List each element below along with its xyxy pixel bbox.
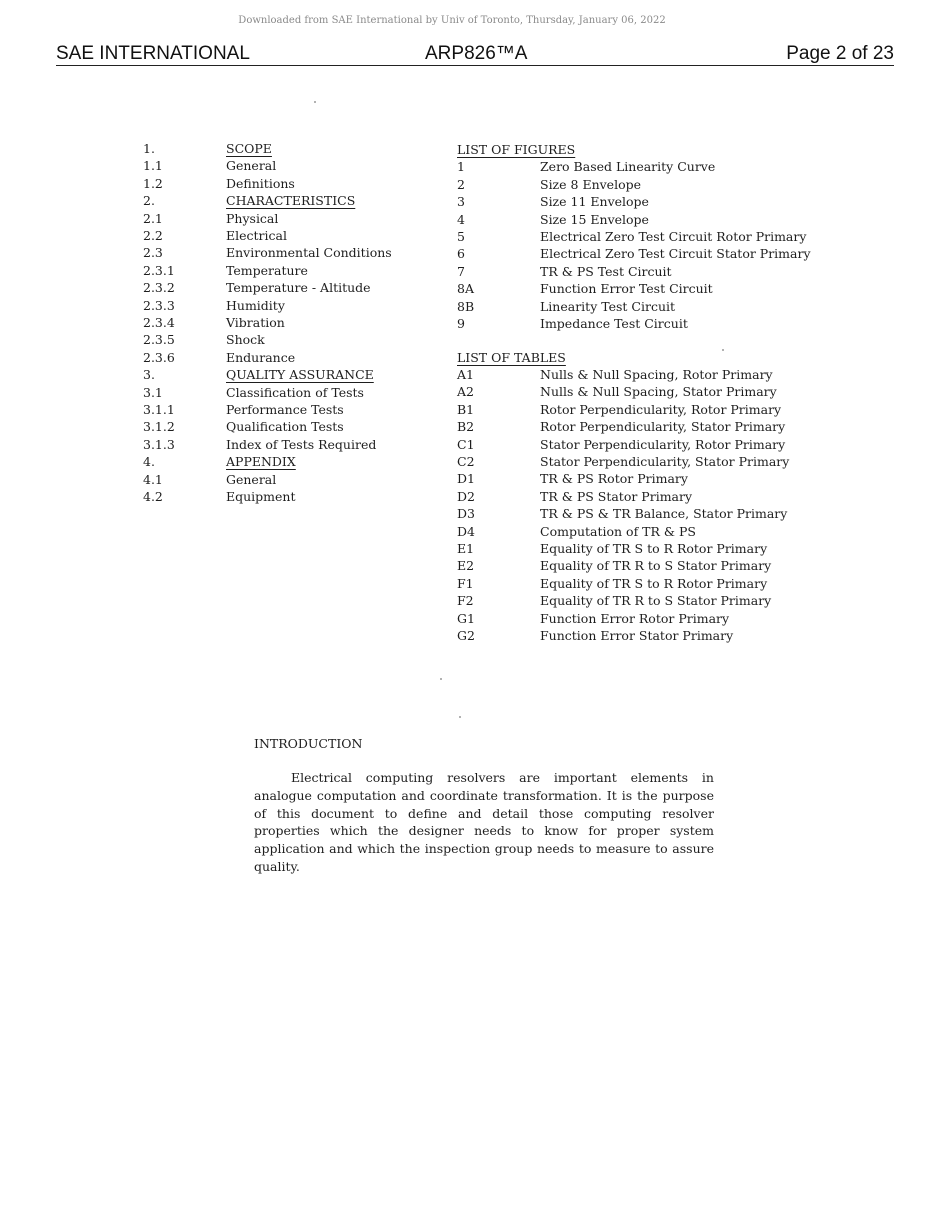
toc-entry-label: Performance Tests bbox=[226, 402, 344, 417]
figure-entry-label: Size 11 Envelope bbox=[540, 194, 649, 210]
table-entry-number: B1 bbox=[457, 401, 475, 417]
table-entry bbox=[457, 383, 897, 400]
toc-entry-label: Electrical bbox=[226, 228, 287, 243]
table-entry bbox=[457, 436, 897, 453]
figure-entry bbox=[457, 158, 897, 175]
table-entry-label: Rotor Perpendicularity, Rotor Primary bbox=[540, 401, 782, 417]
toc-entry-label: General bbox=[226, 158, 277, 174]
scan-speck bbox=[440, 678, 442, 680]
scan-speck bbox=[314, 101, 316, 103]
toc-entry-number: 2.3.1 bbox=[143, 262, 175, 278]
toc-entry bbox=[143, 314, 443, 331]
figure-entry-label: Electrical Zero Test Circuit Rotor Primary bbox=[540, 229, 807, 244]
toc-entry bbox=[143, 140, 443, 157]
toc-entry-number: 4.2 bbox=[143, 489, 163, 504]
toc-entry bbox=[143, 331, 443, 348]
toc-entry-label: General bbox=[226, 471, 277, 487]
table-entry-label: Stator Perpendicularity, Stator Primary bbox=[540, 454, 790, 469]
table-entry-number: F2 bbox=[457, 593, 474, 609]
table-entry-number: C2 bbox=[457, 454, 475, 469]
table-entry bbox=[457, 505, 897, 522]
table-entry-number: A1 bbox=[457, 367, 474, 382]
toc-entry bbox=[143, 279, 443, 296]
table-entry-number: D1 bbox=[457, 471, 475, 487]
figure-entry-number: 9 bbox=[457, 316, 465, 331]
table-entry bbox=[457, 610, 897, 627]
toc-entry bbox=[143, 488, 443, 505]
table-entry-label: TR & PS Stator Primary bbox=[540, 488, 693, 504]
toc-entry-label: Humidity bbox=[226, 297, 285, 313]
toc-entry-label: Classification of Tests bbox=[226, 384, 364, 400]
toc-entry bbox=[143, 157, 443, 174]
toc-entry-number: 2.3.5 bbox=[143, 332, 175, 348]
toc-entry-number: 1.1 bbox=[143, 158, 163, 174]
table-entry-label: Function Error Rotor Primary bbox=[540, 610, 730, 626]
introduction-paragraph: Electrical computing resolvers are important elements in analogue computation and coordinate transformation. It is the purpose of this document to define and detail those computing resolver properties which the designer needs to know for proper system application and which the inspection group needs to measure to assure quality. bbox=[254, 770, 714, 874]
toc-entry-label: Physical bbox=[226, 210, 279, 226]
table-entry-label: TR & PS Rotor Primary bbox=[540, 471, 688, 487]
table-entry bbox=[457, 401, 897, 418]
table-entry-label: Equality of TR S to R Rotor Primary bbox=[540, 541, 768, 556]
toc-entry-number: 3.1.2 bbox=[143, 419, 175, 435]
list-of-tables-heading: LIST OF TABLES bbox=[457, 350, 566, 365]
figure-entry bbox=[457, 211, 897, 228]
toc-entry-number: 3.1.3 bbox=[143, 436, 175, 452]
download-watermark: Downloaded from SAE International by Univ of Toronto, Thursday, January 06, 2022 bbox=[238, 15, 666, 26]
figure-entry-number: 6 bbox=[457, 246, 465, 262]
toc-entry-label: CHARACTERISTICS bbox=[226, 193, 356, 209]
figure-entry bbox=[457, 263, 897, 280]
figure-entry bbox=[457, 280, 897, 297]
figure-entry-label: Function Error Test Circuit bbox=[540, 281, 713, 297]
toc-entry-number: 2.3.2 bbox=[143, 280, 175, 296]
table-entry bbox=[457, 627, 897, 644]
table-entry bbox=[457, 488, 897, 505]
list-of-figures-heading: LIST OF FIGURES bbox=[457, 142, 576, 157]
table-entry bbox=[457, 575, 897, 592]
toc-entry-number: 1.2 bbox=[143, 175, 163, 191]
header-organization: SAE INTERNATIONAL bbox=[56, 43, 250, 64]
figure-entry-label: Size 15 Envelope bbox=[540, 211, 649, 227]
toc-entry bbox=[143, 192, 443, 209]
table-entry bbox=[457, 557, 897, 574]
toc-entry bbox=[143, 227, 443, 244]
table-entry-label: Stator Perpendicularity, Rotor Primary bbox=[540, 436, 786, 452]
toc-entry-label: Environmental Conditions bbox=[226, 245, 392, 261]
toc-entry bbox=[143, 436, 443, 453]
page-header bbox=[56, 43, 894, 66]
toc-entry-number: 2.3 bbox=[143, 245, 163, 261]
figure-entry bbox=[457, 245, 897, 262]
toc-entry-number: 2.3.3 bbox=[143, 297, 175, 313]
table-entry-number: G2 bbox=[457, 628, 475, 643]
table-entry-label: Equality of TR R to S Stator Primary bbox=[540, 558, 772, 574]
table-entry bbox=[457, 523, 897, 540]
table-entry-number: D2 bbox=[457, 488, 475, 504]
toc-entry-number: 2. bbox=[143, 193, 155, 209]
table-entry-label: Nulls & Null Spacing, Stator Primary bbox=[540, 384, 777, 400]
figure-entry-number: 3 bbox=[457, 194, 465, 210]
figure-entry bbox=[457, 193, 897, 210]
figure-entry-number: 1 bbox=[457, 159, 465, 175]
toc-entry-number: 2.1 bbox=[143, 210, 163, 226]
toc-entry-label: SCOPE bbox=[226, 141, 272, 156]
toc-entry-number: 4. bbox=[143, 454, 155, 470]
table-entry bbox=[457, 366, 897, 383]
table-entry-number: G1 bbox=[457, 610, 475, 626]
toc-entry-label: Qualification Tests bbox=[226, 419, 344, 435]
table-entry bbox=[457, 453, 897, 470]
toc-entry-label: Equipment bbox=[226, 489, 296, 504]
figure-entry-label: TR & PS Test Circuit bbox=[540, 263, 672, 279]
table-entry-label: TR & PS & TR Balance, Stator Primary bbox=[540, 506, 788, 522]
figure-entry-number: 8A bbox=[457, 281, 474, 297]
toc-entry bbox=[143, 244, 443, 261]
toc-entry bbox=[143, 210, 443, 227]
toc-entry-label: QUALITY ASSURANCE bbox=[226, 367, 374, 383]
toc-entry-label: Shock bbox=[226, 332, 265, 348]
figure-entry-number: 8B bbox=[457, 298, 475, 314]
toc-entry bbox=[143, 349, 443, 366]
toc-entry-label: Definitions bbox=[226, 175, 295, 191]
table-entry-number: C1 bbox=[457, 436, 475, 452]
toc-entry-label: APPENDIX bbox=[226, 454, 296, 470]
table-entry-number: E2 bbox=[457, 558, 475, 574]
figure-entry bbox=[457, 315, 897, 332]
table-entry bbox=[457, 470, 897, 487]
toc-entry bbox=[143, 401, 443, 418]
toc-entry-number: 2.2 bbox=[143, 228, 163, 243]
toc-entry-number: 3.1 bbox=[143, 384, 163, 400]
figure-entry-label: Impedance Test Circuit bbox=[540, 316, 688, 331]
figure-entry bbox=[457, 298, 897, 315]
figure-entry bbox=[457, 176, 897, 193]
table-entry-label: Function Error Stator Primary bbox=[540, 628, 734, 643]
table-entry-label: Equality of TR R to S Stator Primary bbox=[540, 593, 772, 609]
table-entry-number: D3 bbox=[457, 506, 475, 522]
toc-entry bbox=[143, 453, 443, 470]
toc-entry-number: 1. bbox=[143, 141, 155, 156]
toc-entry bbox=[143, 418, 443, 435]
toc-entry-label: Temperature - Altitude bbox=[226, 280, 371, 296]
table-entry bbox=[457, 592, 897, 609]
introduction-heading: INTRODUCTION bbox=[254, 736, 363, 751]
header-document-id: ARP826™A bbox=[425, 43, 528, 64]
table-entry-number: B2 bbox=[457, 419, 475, 435]
figure-entry-label: Size 8 Envelope bbox=[540, 176, 642, 192]
toc-entry bbox=[143, 262, 443, 279]
table-entry-label: Computation of TR & PS bbox=[540, 523, 696, 539]
toc-entry bbox=[143, 384, 443, 401]
figure-entry-number: 4 bbox=[457, 211, 465, 227]
header-page-number: Page 2 of 23 bbox=[786, 43, 894, 64]
table-entry-label: Equality of TR S to R Rotor Primary bbox=[540, 575, 768, 591]
table-entry-number: E1 bbox=[457, 541, 475, 556]
figure-entry-number: 5 bbox=[457, 229, 465, 244]
toc-entry bbox=[143, 297, 443, 314]
figure-entry-label: Electrical Zero Test Circuit Stator Primary bbox=[540, 246, 811, 262]
toc-entry bbox=[143, 175, 443, 192]
table-entry-number: F1 bbox=[457, 575, 474, 591]
table-entry-number: D4 bbox=[457, 523, 475, 539]
figure-entry-label: Linearity Test Circuit bbox=[540, 298, 676, 314]
toc-entry bbox=[143, 366, 443, 383]
figure-entry-label: Zero Based Linearity Curve bbox=[540, 159, 716, 175]
toc-entry-number: 3. bbox=[143, 367, 155, 383]
table-entry bbox=[457, 540, 897, 557]
toc-entry-number: 2.3.6 bbox=[143, 349, 175, 365]
figure-entry-number: 2 bbox=[457, 176, 465, 192]
toc-entry-label: Index of Tests Required bbox=[226, 436, 377, 452]
toc-entry-number: 3.1.1 bbox=[143, 402, 175, 417]
table-entry-label: Rotor Perpendicularity, Stator Primary bbox=[540, 419, 786, 435]
table-entry bbox=[457, 418, 897, 435]
figure-entry bbox=[457, 228, 897, 245]
scan-speck bbox=[722, 349, 724, 351]
toc-entry bbox=[143, 471, 443, 488]
toc-entry-label: Temperature bbox=[226, 262, 308, 278]
figure-entry-number: 7 bbox=[457, 263, 465, 279]
scan-speck bbox=[459, 716, 461, 718]
toc-entry-label: Vibration bbox=[226, 315, 285, 330]
toc-entry-label: Endurance bbox=[226, 349, 296, 365]
table-entry-number: A2 bbox=[457, 384, 474, 400]
table-entry-label: Nulls & Null Spacing, Rotor Primary bbox=[540, 367, 773, 382]
toc-entry-number: 4.1 bbox=[143, 471, 163, 487]
toc-entry-number: 2.3.4 bbox=[143, 315, 175, 330]
